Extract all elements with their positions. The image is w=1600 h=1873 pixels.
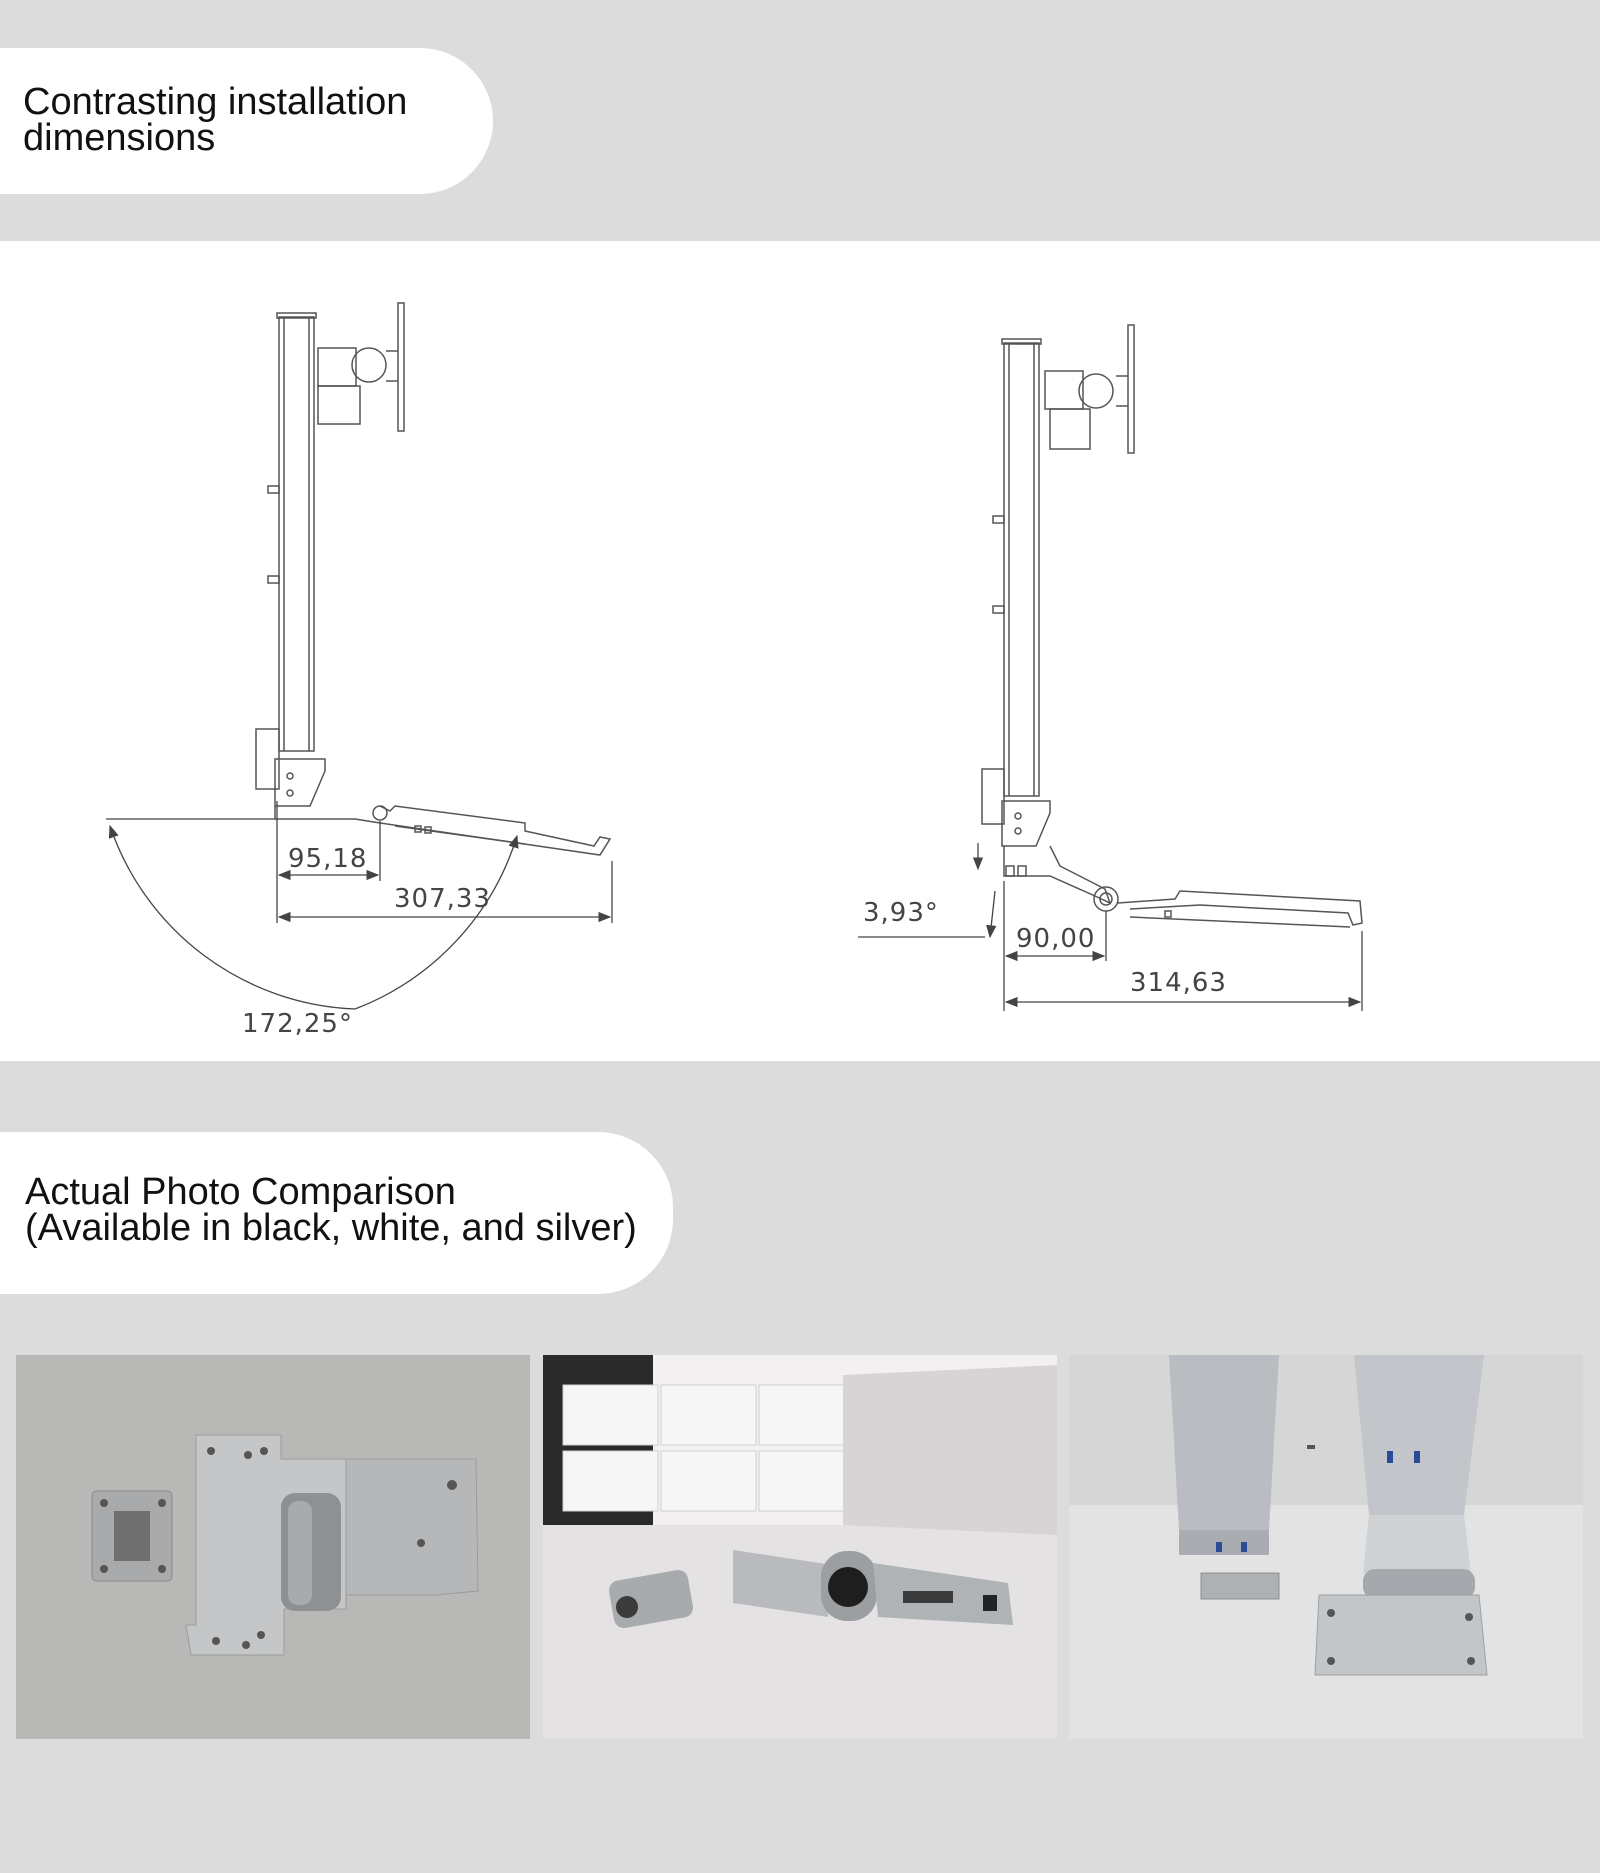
right-dim-length: 314,63	[1130, 968, 1227, 998]
stand-base-photo	[1069, 1355, 1583, 1739]
dimension-drawings-svg	[0, 241, 1600, 1061]
right-drawing	[982, 325, 1362, 927]
section-title-installation	[0, 48, 493, 194]
left-dim-offset: 95,18	[288, 844, 368, 874]
right-dim-angle: 3,93°	[863, 898, 939, 928]
dimension-drawings-panel	[0, 241, 1600, 1061]
hinge-plate-photo	[16, 1355, 530, 1739]
right-dim-offset: 90,00	[1016, 924, 1096, 954]
photos-title-line1: Actual Photo Comparison	[25, 1171, 456, 1213]
left-drawing	[256, 303, 610, 855]
section-title-photos	[0, 1132, 673, 1294]
photos-title-line2: (Available in black, white, and silver)	[25, 1207, 637, 1249]
hinge-parts-photo	[543, 1355, 1057, 1739]
left-dim-angle: 172,25°	[242, 1009, 353, 1039]
installation-title-line2: dimensions	[23, 117, 216, 159]
left-dim-length: 307,33	[394, 884, 491, 914]
installation-title-line1: Contrasting installation	[23, 81, 408, 123]
